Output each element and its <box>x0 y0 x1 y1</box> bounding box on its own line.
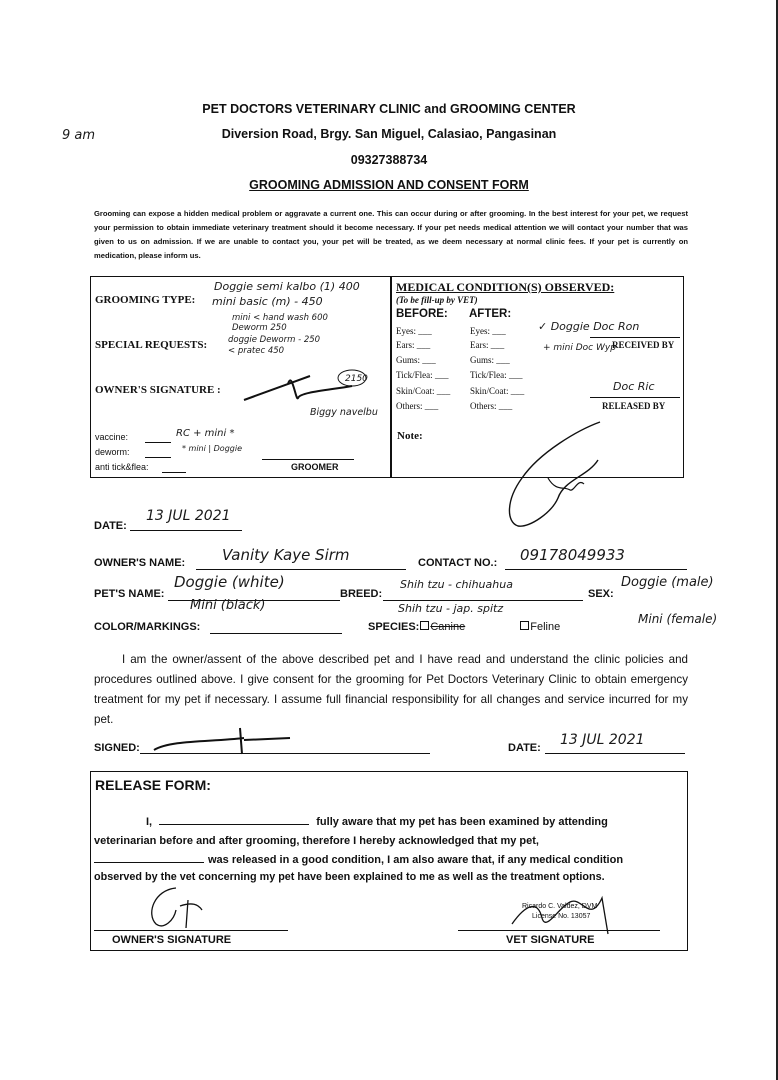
consent-paragraph: I am the owner/assent of the above described pet and I have read and understand the clinic policies and procedures outlined above. I give consent for the grooming for Pet Doctors Veterinary Clinic to obtain emergency treatment for my pet if necessary. I assume full financial responsibility for all changes and service incurred for my pet. <box>94 653 688 726</box>
owner-name-hw: Vanity Kaye Sirm <box>222 546 350 564</box>
intro-paragraph: Grooming can expose a hidden medical problem or aggravate a current one. This can occur during or after grooming. In the best interest for your pet, we request your permission to obtain immediate veterinary treatment should it become necessary. If your pet needs medical attention we will contact your number that was given to us on admission. If we are unable to contact you, your pet will be treated, as we deem necessary at normal clinic fees. If your pet is currently on medication, please inform us. <box>94 209 688 260</box>
consent-date-label: DATE: <box>508 742 541 754</box>
breed-hw: Shih tzu - chihuahua <box>400 578 513 591</box>
left-note-hw: Biggy navelbu <box>310 407 378 418</box>
received-hw-2: + mini Doc Wyp <box>543 343 616 353</box>
release-owner-sig-label: OWNER'S SIGNATURE <box>112 934 232 946</box>
species-group <box>368 621 560 633</box>
after-tick: Tick/Flea: ___ <box>470 370 523 380</box>
before-gums: Gums: ___ <box>396 355 436 365</box>
canine-label: Canine <box>430 621 466 633</box>
contact-line <box>505 569 687 570</box>
color-markings-label: COLOR/MARKINGS: <box>94 621 201 633</box>
signed-label: SIGNED: <box>94 742 140 754</box>
vaccine-line <box>145 442 171 443</box>
margin-note: 9 am <box>62 128 96 143</box>
after-ears: Ears: ___ <box>470 340 505 350</box>
before-eyes: Eyes: ___ <box>396 326 432 336</box>
clinic-phone: 09327388734 <box>350 153 428 167</box>
special-requests-hw-2: Deworm 250 <box>232 323 287 333</box>
note-label: Note: <box>397 430 423 442</box>
clinic-name: PET DOCTORS VETERINARY CLINIC and GROOMING CENTER <box>202 102 576 116</box>
released-by-label: RELEASED BY <box>602 401 666 411</box>
before-label: BEFORE: <box>396 308 448 320</box>
released-hw: Doc Ric <box>613 380 655 393</box>
species-label: SPECIES: <box>368 621 420 633</box>
release-line-4: observed by the vet concerning my pet have been explained to me as well as the treatment options. <box>94 871 605 883</box>
special-requests-hw-3: doggie Deworm - 250 <box>228 335 321 345</box>
deworm-label: deworm: <box>95 447 130 457</box>
groomer-line <box>262 459 354 460</box>
vaccine-label: vaccine: <box>95 432 129 442</box>
after-eyes: Eyes: ___ <box>470 326 506 336</box>
date-hw: 13 JUL 2021 <box>146 508 231 524</box>
release-line-2: veterinarian before and after grooming, therefore I hereby acknowledged that my pet, <box>94 835 539 847</box>
special-requests-hw-4: < pratec 450 <box>228 346 285 356</box>
feline-label: Feline <box>530 621 561 633</box>
vet-signature-scribble <box>508 884 618 940</box>
color-markings-line <box>210 633 342 634</box>
pet-name-hw: Doggie (white) <box>174 573 285 591</box>
received-hw-1: ✓ Doggie Doc Ron <box>538 320 640 333</box>
breed-label: BREED: <box>340 588 383 600</box>
released-line <box>590 397 680 398</box>
breed-hw-2: Shih tzu - jap. spitz <box>398 602 504 615</box>
medical-condition-title: MEDICAL CONDITION(S) OBSERVED: <box>396 280 615 294</box>
grooming-type-hw-2: mini basic (m) - 450 <box>212 295 323 308</box>
pet-name-hw-2: Mini (black) <box>190 598 266 613</box>
vaccine-hw: RC + mini * <box>176 428 235 439</box>
owner-signature-amount: 2150 <box>345 374 368 384</box>
sex-hw: Doggie (male) <box>621 575 714 590</box>
received-line <box>590 337 680 338</box>
release-line-1: I, fully aware that my pet has been examined by attending <box>146 816 608 828</box>
vet-scribble <box>500 418 610 530</box>
before-others: Others: ___ <box>396 401 439 411</box>
release-pet-blank[interactable] <box>94 862 204 863</box>
anti-tick-line <box>162 472 186 473</box>
consent-date-line <box>545 753 685 754</box>
deworm-line <box>145 457 171 458</box>
before-tick: Tick/Flea: ___ <box>396 370 449 380</box>
vet-fill-note: (To be fill-up by VET) <box>396 295 478 305</box>
anti-tick-label: anti tick&flea: <box>95 462 149 472</box>
release-line-3: was released in a good condition, I am also aware that, if any medical condition <box>94 851 688 870</box>
breed-line <box>383 600 583 601</box>
groomer-label: GROOMER <box>291 462 339 472</box>
contact-hw: 09178049933 <box>520 546 625 564</box>
clinic-address: Diversion Road, Brgy. San Miguel, Calasiao, Pangasinan <box>221 127 557 141</box>
vet-signature-line <box>458 930 660 931</box>
contact-label: CONTACT NO.: <box>418 557 498 569</box>
consent-signature-scribble <box>150 722 300 756</box>
special-requests-hw-1: mini < hand wash 600 <box>232 313 328 323</box>
grooming-type-label: GROOMING TYPE: <box>95 294 196 306</box>
after-skin: Skin/Coat: ___ <box>470 386 525 396</box>
release-title: RELEASE FORM: <box>95 777 211 793</box>
canine-checkbox[interactable] <box>420 621 429 630</box>
release-vet-sig-label: VET SIGNATURE <box>506 934 595 946</box>
vet-stamp-name: Ricardo C. Valdez, DVM <box>522 903 598 910</box>
form-title: GROOMING ADMISSION AND CONSENT FORM <box>249 178 529 192</box>
received-by-label: RECEIVED BY <box>612 340 675 350</box>
owner-signature-scribble <box>240 362 370 407</box>
after-others: Others: ___ <box>470 401 513 411</box>
date-line <box>130 530 242 531</box>
sex-hw-2: Mini (female) <box>638 612 718 626</box>
grooming-box-divider <box>390 276 392 478</box>
owner-name-label: OWNER'S NAME: <box>94 557 186 569</box>
before-ears: Ears: ___ <box>396 340 431 350</box>
vet-stamp-license: License No. 13057 <box>532 913 591 920</box>
consent-date-hw: 13 JUL 2021 <box>560 732 645 748</box>
owner-signature-label: OWNER'S SIGNATURE : <box>95 384 221 396</box>
release-owner-blank[interactable] <box>159 824 309 825</box>
deworm-hw: * mini | Doggie <box>182 444 242 453</box>
before-skin: Skin/Coat: ___ <box>396 386 451 396</box>
feline-checkbox[interactable] <box>520 621 529 630</box>
grooming-type-hw-1: Doggie semi kalbo (1) 400 <box>214 280 360 293</box>
special-requests-label: SPECIAL REQUESTS: <box>95 339 208 351</box>
release-owner-signature <box>140 884 210 936</box>
sex-label: SEX: <box>588 588 614 600</box>
owner-signature-line <box>94 930 288 931</box>
after-gums: Gums: ___ <box>470 355 510 365</box>
pet-name-label: PET'S NAME: <box>94 588 165 600</box>
date-label: DATE: <box>94 520 127 532</box>
after-label: AFTER: <box>469 308 512 320</box>
owner-name-line <box>196 569 406 570</box>
